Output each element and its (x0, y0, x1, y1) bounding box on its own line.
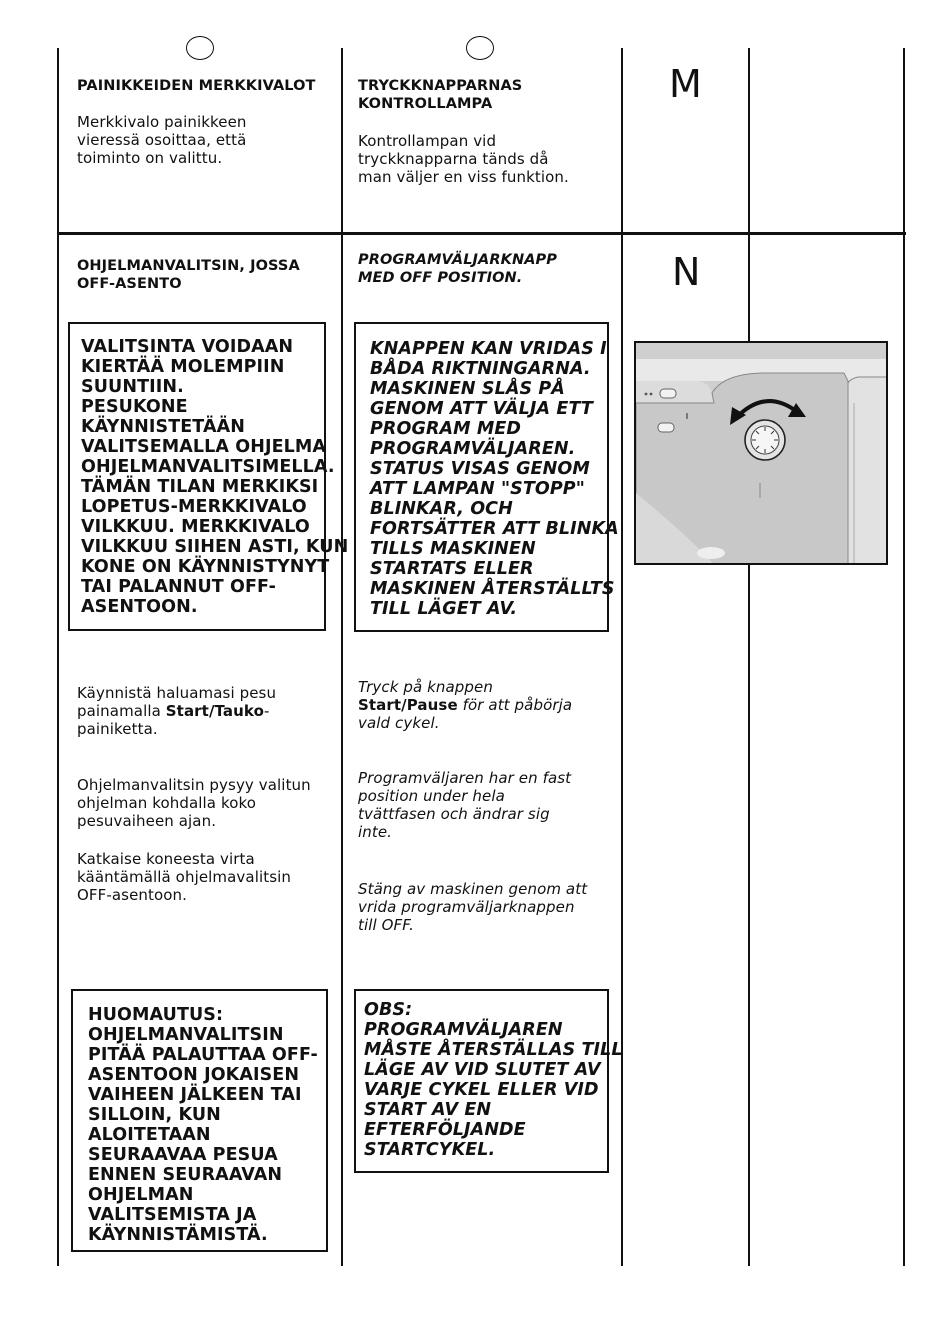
sv-off-paragraph: Stäng av maskinen genom att vrida programväljarknappen till OFF. (358, 880, 588, 934)
sv-start-pause-label: Start/Pause (358, 696, 458, 714)
section-divider (57, 232, 906, 235)
fi-note-text: HUOMAUTUS: OHJELMANVALITSIN PITÄÄ PALAUTTAA OFF- ASENTOON JOKAISEN VAIHEEN JÄLKEEN TAI SILLOIN, KUN ALOITETAAN SEURAAVAA PESUA ENNEN SEURAAVAN OHJELMAN VALITSEMISTA JA KÄYNNISTÄMISTÄ. (88, 1005, 318, 1245)
sv-start-text-b: för att påbörja vald cykel. (358, 696, 573, 732)
fi-start-text-a: Käynnistä haluamasi pesu painamalla (77, 684, 277, 720)
sv-m-heading: TRYCKKNAPPARNAS KONTROLLAMPA (358, 78, 523, 112)
column-divider-5 (903, 48, 905, 1266)
column-divider-2 (341, 48, 343, 1266)
column-divider-1 (57, 48, 59, 1266)
program-selector-illustration (634, 341, 888, 565)
sv-m-body: Kontrollampan vid tryckknapparna tänds då man väljer en viss funktion. (358, 132, 569, 186)
fi-start-paragraph (77, 684, 276, 738)
column-divider-4 (748, 48, 750, 1266)
fi-off-paragraph: Katkaise koneesta virta kääntämällä ohjelmavalitsin OFF-asentoon. (77, 850, 292, 904)
fi-m-body: Merkkivalo painikkeen vieressä osoittaa, että toiminto on valittu. (77, 113, 247, 167)
sv-start-paragraph (358, 678, 572, 732)
language-circle-sv (466, 36, 494, 60)
fi-fixed-position-paragraph: Ohjelmanvalitsin pysyy valitun ohjelman kohdalla koko pesuvaiheen ajan. (77, 776, 311, 830)
section-letter-m: M (669, 62, 702, 106)
sv-start-text-a: Tryck på knappen (358, 678, 493, 696)
fi-start-pause-label: Start/Tauko (165, 702, 265, 720)
language-circle-fi (186, 36, 214, 60)
section-letter-n: N (672, 250, 701, 294)
sv-warning-text: KNAPPEN KAN VRIDAS I BÅDA RIKTNINGARNA. MASKINEN SLÅS PÅ GENOM ATT VÄLJA ETT PROGRAM MED PROGRAMVÄLJAREN. STATUS VISAS GENOM ATT LAMPAN "STOPP" BLINKAR, OCH FORTSÄTTER ATT BLINKA TILLS MASKINEN STARTATS ELLER MASKINEN ÅTERSTÄLLTS TILL LÄGET AV. (370, 339, 619, 619)
washing-machine-panel-drawing (636, 343, 888, 565)
fi-start-text-b: - painiketta. (77, 702, 270, 738)
fi-n-heading: OHJELMANVALITSIN, JOSSA OFF-ASENTO (77, 258, 300, 292)
sv-note-text: OBS: PROGRAMVÄLJAREN MÅSTE ÅTERSTÄLLAS TILL LÄGE AV VID SLUTET AV VARJE CYKEL ELLER VID START AV EN EFTERFÖLJANDE STARTCYKEL. (364, 1000, 623, 1160)
fi-warning-text: VALITSINTA VOIDAAN KIERTÄÄ MOLEMPIIN SUUNTIIN. PESUKONE KÄYNNISTETÄÄN VALITSEMALLA OHJELMA OHJELMANVALITSIMELLA. TÄMÄN TILAN MERKIKSI LOPETUS-MERKKIVALO VILKKUU. MERKKIVALO VILKKUU SIIHEN ASTI, KUN KONE ON KÄYNNISTYNYT TAI PALANNUT OFF- ASENTOON. (81, 337, 349, 617)
sv-fixed-position-paragraph: Programväljaren har en fast position under hela tvättfasen och ändrar sig inte. (358, 769, 572, 841)
sv-n-heading: PROGRAMVÄLJARKNAPP MED OFF POSITION. (358, 252, 557, 286)
fi-m-heading: PAINIKKEIDEN MERKKIVALOT (77, 78, 316, 94)
